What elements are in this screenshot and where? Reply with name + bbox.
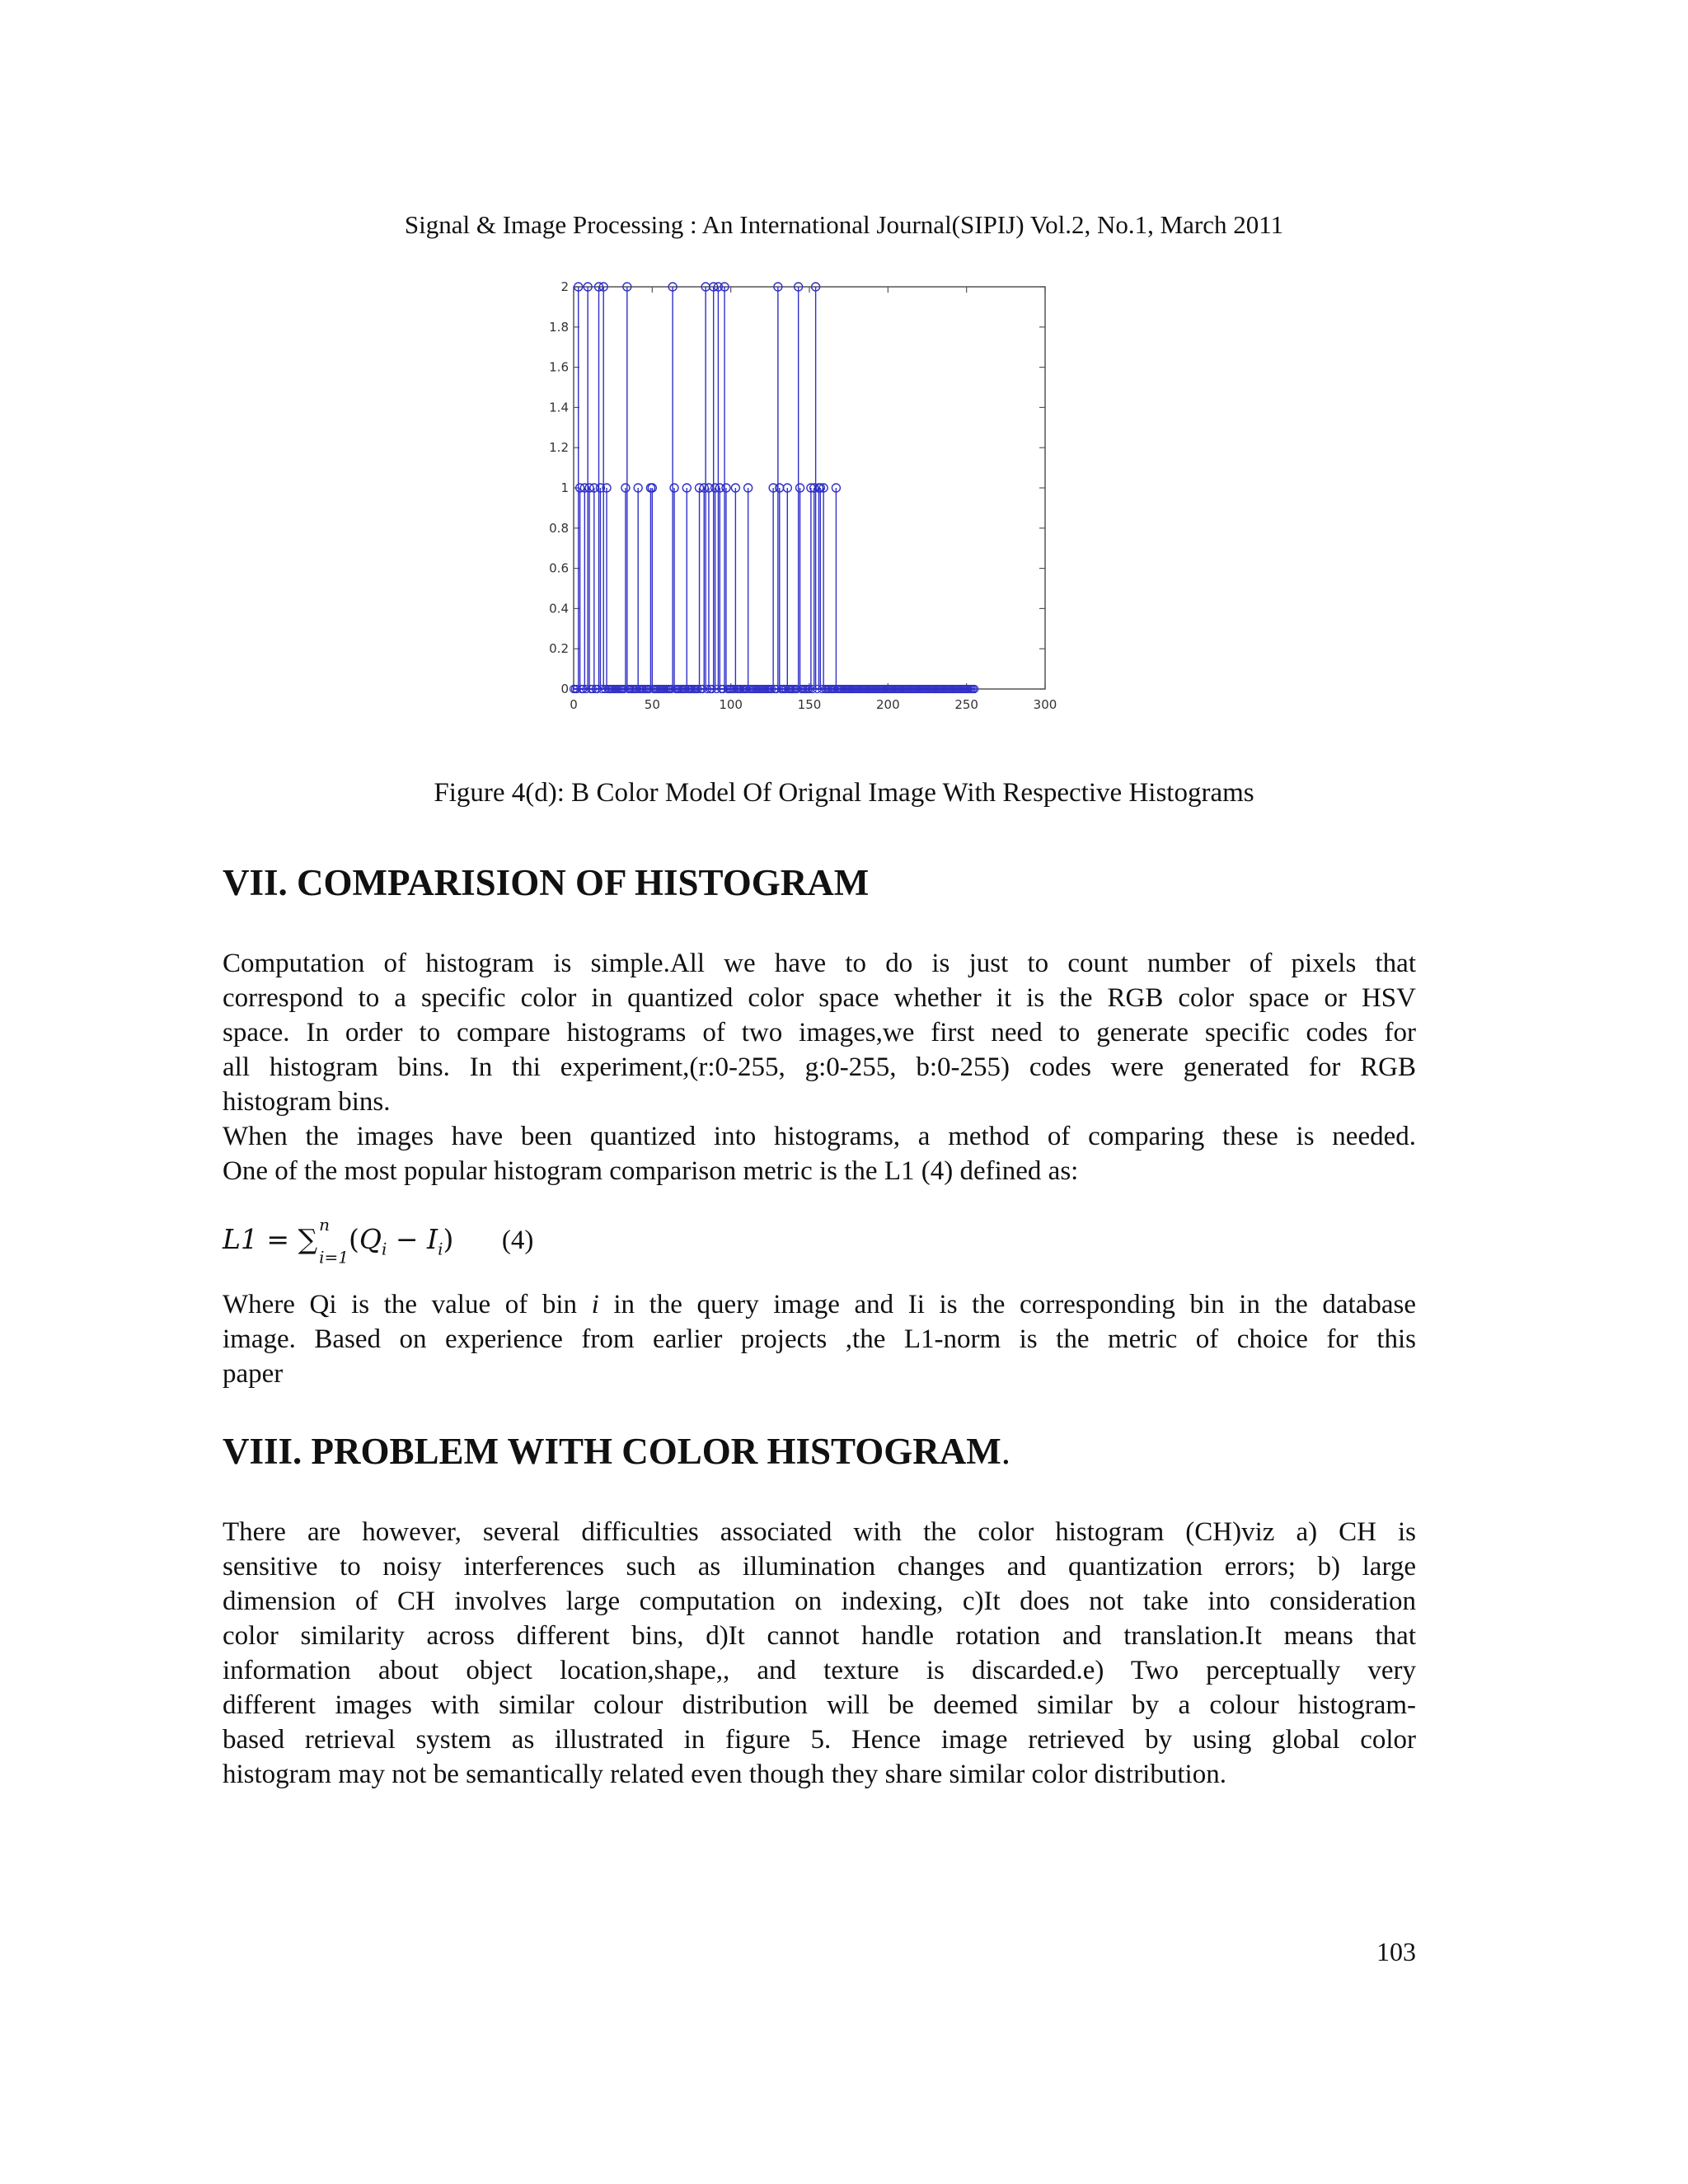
heading-period: . bbox=[1001, 1431, 1010, 1472]
paragraph-line: image. Based on experience from earlier projects ,the L1-norm is the metric of choice for this bbox=[223, 1324, 1416, 1354]
y-tick-label: 0.8 bbox=[549, 520, 569, 536]
plot-frame bbox=[574, 287, 1045, 689]
paragraph-line: There are however, several difficulties associated with the color histogram (CH)viz a) CH is bbox=[223, 1517, 1416, 1547]
equation-minus: − bbox=[395, 1222, 419, 1255]
paragraph-line: histogram may not be semantically related even though they share similar color distribution. bbox=[223, 1760, 1226, 1789]
text-run: Where Qi is the value of bin bbox=[223, 1290, 592, 1319]
paragraph-line: histogram bins. bbox=[223, 1087, 391, 1117]
equation-i-subscript: i bbox=[438, 1239, 443, 1259]
y-tick-label: 0 bbox=[560, 682, 569, 696]
section-heading-vii: VII. COMPARISION OF HISTOGRAM bbox=[223, 862, 870, 903]
figure-caption: Figure 4(d): B Color Model Of Orignal Image With Respective Histograms bbox=[434, 778, 1254, 808]
equation-upper-limit: n bbox=[319, 1215, 331, 1235]
page-number: 103 bbox=[1376, 1937, 1416, 1966]
equation-open-paren: ( bbox=[349, 1222, 359, 1255]
italic-variable: i bbox=[591, 1290, 599, 1319]
paragraph-line: correspond to a specific color in quantized color space whether it is the RGB color space or HSV bbox=[223, 983, 1416, 1013]
y-tick-label: 2 bbox=[560, 279, 569, 294]
x-tick-label: 150 bbox=[797, 697, 822, 712]
y-tick-label: 1.8 bbox=[549, 319, 569, 335]
equation-limits bbox=[319, 1216, 349, 1266]
paragraph-line: dimension of CH involves large computation on indexing, c)It does not take into consideration bbox=[223, 1586, 1416, 1616]
paragraph-problems bbox=[223, 1515, 1416, 1792]
y-tick-label: 1.2 bbox=[549, 440, 569, 456]
y-tick-label: 1.4 bbox=[549, 400, 569, 415]
x-tick-label: 0 bbox=[570, 697, 578, 712]
y-tick-label: 1 bbox=[560, 480, 569, 495]
equation-equals: = bbox=[266, 1222, 290, 1255]
x-tick-label: 50 bbox=[644, 697, 660, 712]
x-tick-label: 250 bbox=[954, 697, 978, 712]
x-tick-label: 100 bbox=[719, 697, 743, 712]
paragraph-line: One of the most popular histogram comparison metric is the L1 (4) defined as: bbox=[223, 1156, 1079, 1186]
paragraph-line: information about object location,shape,, and texture is discarded.e) Two perceptually very bbox=[223, 1656, 1416, 1685]
equation-number: (4) bbox=[501, 1225, 534, 1255]
paragraph-comparison bbox=[223, 1119, 1416, 1188]
paragraph-computation bbox=[223, 946, 1416, 1119]
chart-stems bbox=[570, 283, 978, 693]
y-tick-label: 1.6 bbox=[549, 359, 569, 375]
equation-q-subscript: i bbox=[381, 1239, 387, 1259]
y-tick-label: 0.4 bbox=[549, 601, 569, 616]
stem-chart bbox=[528, 270, 1088, 732]
running-header: Signal & Image Processing : An International Journal(SIPIJ) Vol.2, No.1, March 2011 bbox=[404, 210, 1284, 239]
paragraph-line: based retrieval system as illustrated in figure 5. Hence image retrieved by using global color bbox=[223, 1725, 1416, 1755]
text-run: in the query image and Ii is the corresponding bin in the database bbox=[598, 1290, 1416, 1319]
equation-sum-symbol: ∑ bbox=[298, 1222, 318, 1255]
equation-q: Q bbox=[359, 1222, 382, 1255]
heading-text: VIII. PROBLEM WITH COLOR HISTOGRAM bbox=[223, 1431, 1001, 1472]
paragraph-line: space. In order to compare histograms of two images,we first need to generate specific codes for bbox=[223, 1018, 1416, 1047]
paragraph-line: all histogram bins. In thi experiment,(r:0-255, g:0-255, b:0-255) codes were generated for RGB bbox=[223, 1052, 1416, 1082]
y-tick-label: 0.2 bbox=[549, 641, 569, 657]
equation-expression bbox=[223, 1215, 462, 1268]
paragraph-line: different images with similar colour distribution will be deemed similar by a colour histogram- bbox=[223, 1690, 1416, 1720]
x-tick-label: 200 bbox=[876, 697, 900, 712]
histogram-figure bbox=[528, 270, 1088, 732]
paragraph-where bbox=[223, 1287, 1416, 1391]
paragraph-line: color similarity across different bins, d)It cannot handle rotation and translation.It means that bbox=[223, 1621, 1416, 1651]
paragraph-line: sensitive to noisy interferences such as illumination changes and quantization errors; b) large bbox=[223, 1552, 1416, 1582]
equation-i: I bbox=[427, 1222, 438, 1255]
y-tick-label: 0.6 bbox=[549, 560, 569, 576]
paragraph-line bbox=[223, 1287, 1416, 1322]
paragraph-line: paper bbox=[223, 1359, 284, 1389]
equation-close-paren: ) bbox=[443, 1222, 454, 1255]
equation-l1 bbox=[223, 1216, 533, 1268]
section-heading-viii bbox=[223, 1429, 1010, 1474]
paragraph-line: When the images have been quantized into histograms, a method of comparing these is needed. bbox=[223, 1122, 1416, 1151]
paragraph-line: Computation of histogram is simple.All we have to do is just to count number of pixels that bbox=[223, 949, 1416, 978]
equation-lhs: L1 bbox=[223, 1222, 258, 1255]
x-tick-label: 300 bbox=[1033, 697, 1057, 712]
equation-lower-limit: i=1 bbox=[319, 1247, 349, 1268]
